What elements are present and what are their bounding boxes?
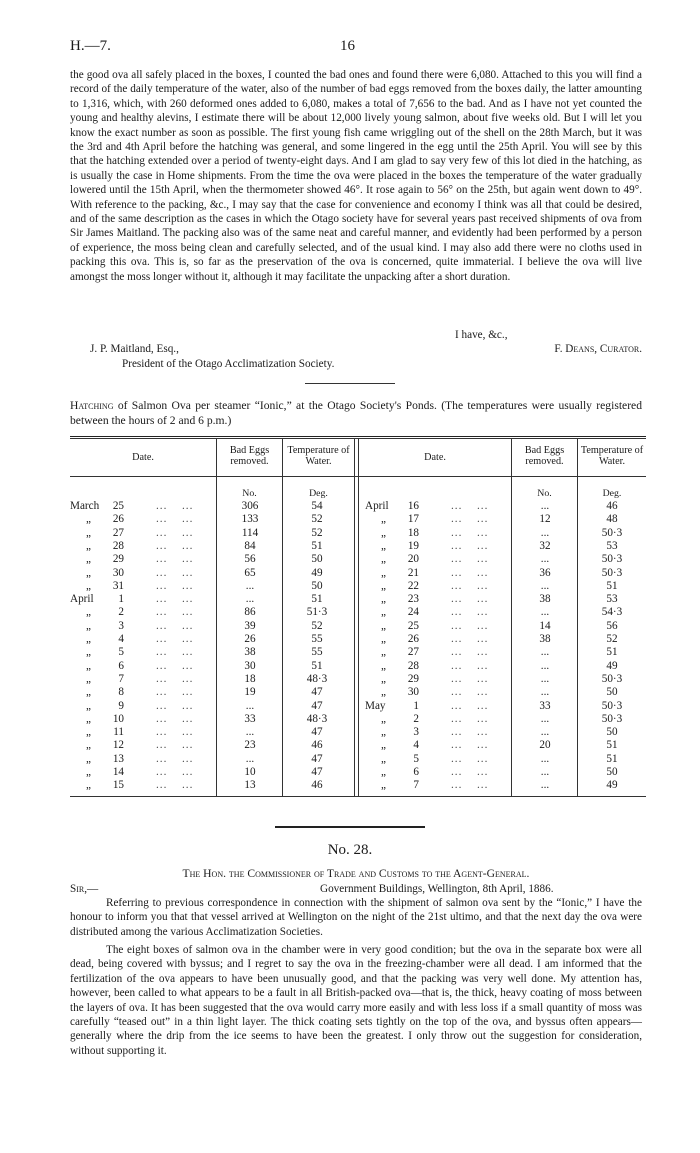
left-leader-b-5: ... <box>182 566 194 579</box>
header-temp-left: Temperature of Water. <box>287 445 350 467</box>
left-month-3: „ <box>86 539 91 552</box>
right-temperature-0: 46 <box>606 500 618 512</box>
right-temperature-12: 49 <box>606 659 618 672</box>
right-leader-a-21: ... <box>451 779 463 792</box>
right-day-21: 7 <box>413 779 419 792</box>
left-day-16: 10 <box>112 712 124 725</box>
left-bad-eggs-5: 65 <box>244 566 256 579</box>
right-temperature-4: 50·3 <box>601 553 623 566</box>
left-bad-eggs-19: ... <box>245 752 255 765</box>
header-date-right: Date. <box>424 452 446 463</box>
left-bad-eggs-1: 133 <box>241 513 259 526</box>
right-bad-eggs-8: ... <box>540 606 550 619</box>
right-temperature-1: 48 <box>606 513 618 526</box>
right-leader-a-5: ... <box>451 566 463 579</box>
left-leader-b-18: ... <box>182 739 194 752</box>
left-leader-b-6: ... <box>182 579 194 592</box>
unit-bad-left: No. <box>242 488 257 499</box>
left-month-19: „ <box>86 752 91 765</box>
right-leader-b-8: ... <box>477 606 489 619</box>
left-temperature-13: 48·3 <box>306 672 328 685</box>
right-month-19: „ <box>381 752 386 765</box>
right-leader-b-16: ... <box>477 712 489 725</box>
left-day-20: 14 <box>112 766 124 778</box>
left-bad-eggs-3: 84 <box>244 539 256 552</box>
right-leader-a-9: ... <box>451 619 463 632</box>
left-temperature-18: 46 <box>311 739 323 752</box>
right-day-6: 22 <box>407 579 419 592</box>
left-leader-a-21: ... <box>156 779 168 792</box>
right-day-2: 18 <box>407 526 419 539</box>
right-temperature-17: 50 <box>606 726 618 739</box>
right-bad-eggs-16: ... <box>540 712 550 725</box>
right-month-12: „ <box>381 659 386 672</box>
right-leader-b-19: ... <box>477 752 489 765</box>
right-day-5: 21 <box>407 566 419 579</box>
left-leader-a-17: ... <box>156 726 168 739</box>
left-bad-eggs-11: 38 <box>244 646 256 659</box>
letter-number: No. 28. <box>327 842 373 858</box>
right-leader-a-0: ... <box>451 500 463 512</box>
left-leader-b-8: ... <box>182 606 194 619</box>
left-leader-b-20: ... <box>182 766 194 778</box>
left-leader-a-19: ... <box>156 752 168 765</box>
right-leader-a-10: ... <box>451 633 463 645</box>
right-month-6: „ <box>381 579 386 592</box>
left-leader-a-6: ... <box>156 579 168 592</box>
right-leader-a-16: ... <box>451 712 463 725</box>
right-temperature-3: 53 <box>606 539 618 552</box>
left-bad-eggs-0: 306 <box>241 500 259 512</box>
right-temperature-8: 54·3 <box>601 606 623 619</box>
left-bad-eggs-21: 13 <box>244 779 256 792</box>
left-leader-b-7: ... <box>182 593 194 606</box>
left-bad-eggs-4: 56 <box>244 553 256 566</box>
unit-bad-right: No. <box>537 488 552 499</box>
right-bad-eggs-11: ... <box>540 646 550 659</box>
right-bad-eggs-5: 36 <box>539 566 551 579</box>
right-day-0: 16 <box>407 500 419 512</box>
right-bad-eggs-7: 38 <box>539 593 551 606</box>
left-leader-a-15: ... <box>156 699 168 712</box>
right-month-1: „ <box>381 513 386 526</box>
right-month-15: May <box>365 699 386 712</box>
left-bad-eggs-14: 19 <box>244 686 256 699</box>
left-temperature-14: 47 <box>311 686 323 699</box>
left-month-2: „ <box>86 526 91 539</box>
section-divider <box>305 383 395 384</box>
left-temperature-21: 46 <box>311 779 323 792</box>
right-month-4: „ <box>381 553 386 566</box>
left-leader-b-17: ... <box>182 726 194 739</box>
right-temperature-2: 50·3 <box>601 526 623 539</box>
right-day-4: 20 <box>407 553 419 566</box>
left-day-8: 2 <box>118 606 124 619</box>
left-leader-a-5: ... <box>156 566 168 579</box>
right-leader-b-11: ... <box>477 646 489 659</box>
left-month-9: „ <box>86 619 91 632</box>
right-day-12: 28 <box>407 659 419 672</box>
right-month-20: „ <box>381 766 386 778</box>
left-bad-eggs-15: ... <box>245 699 255 712</box>
right-leader-b-5: ... <box>477 566 489 579</box>
right-leader-b-21: ... <box>477 779 489 792</box>
right-day-3: 19 <box>407 539 419 552</box>
left-temperature-16: 48·3 <box>306 712 328 725</box>
letter2-paragraph-2: The eight boxes of salmon ova in the chamber were in very good condition; but the ova in the separate box were all dead, being covered with byssus; and I regret to say the ova in the freezing-chamber were all dead. I am informed that the fertilization of the ova appears to have been unusually good, and that the packing was very well done. My attention has, however, been called to what appears to be a fault in all British-packed ova—that is, the thick, heavy coating of moss between the layers of ova. It has been suggested that the ova would carry more easily and with less loss if a small quantity of moss was carefully “teased out” in a thin light layer. The thick coating sets tightly on the top of the ova, and byssus often appears—generally where the drip from the ice seems to have been the greatest. I only throw out the suggestion for consideration, without supporting it. <box>70 944 642 1057</box>
unit-temp-left: Deg. <box>309 488 328 499</box>
addressee: J. P. Maitland, Esq., <box>90 343 179 355</box>
left-day-11: 5 <box>118 646 124 659</box>
left-leader-b-13: ... <box>182 672 194 685</box>
left-bad-eggs-20: 10 <box>244 766 256 778</box>
left-month-7: April <box>70 593 94 606</box>
right-bad-eggs-9: 14 <box>539 619 551 632</box>
left-leader-b-10: ... <box>182 633 194 645</box>
left-month-4: „ <box>86 553 91 566</box>
right-month-8: „ <box>381 606 386 619</box>
right-day-18: 4 <box>413 739 419 752</box>
right-leader-b-2: ... <box>477 526 489 539</box>
left-month-14: „ <box>86 686 91 699</box>
left-temperature-17: 47 <box>311 726 323 739</box>
right-leader-a-1: ... <box>451 513 463 526</box>
left-leader-b-1: ... <box>182 513 194 526</box>
left-month-15: „ <box>86 699 91 712</box>
right-day-7: 23 <box>407 593 419 606</box>
left-month-21: „ <box>86 779 91 792</box>
right-leader-b-6: ... <box>477 579 489 592</box>
left-leader-b-16: ... <box>182 712 194 725</box>
right-leader-a-11: ... <box>451 646 463 659</box>
right-leader-a-18: ... <box>451 739 463 752</box>
left-temperature-3: 51 <box>311 539 323 552</box>
right-bad-eggs-17: ... <box>540 726 550 739</box>
right-month-0: April <box>365 500 389 512</box>
left-leader-a-18: ... <box>156 739 168 752</box>
left-temperature-8: 51·3 <box>306 606 328 619</box>
divider-middle-2 <box>358 438 359 796</box>
left-day-6: 31 <box>112 579 124 592</box>
closing: I have, &c., <box>455 329 508 341</box>
left-day-4: 29 <box>112 553 124 566</box>
left-month-13: „ <box>86 672 91 685</box>
left-month-16: „ <box>86 712 91 725</box>
left-leader-b-0: ... <box>182 500 194 512</box>
right-month-16: „ <box>381 712 386 725</box>
left-leader-a-1: ... <box>156 513 168 526</box>
right-day-17: 3 <box>413 726 419 739</box>
table-caption-text: of Salmon Ova per steamer “Ionic,” at the Otago Society's Ponds. (The temperatures were usually registered between the hours of 2 and 6 p.m.) <box>70 399 642 427</box>
right-temperature-15: 50·3 <box>601 699 623 712</box>
right-day-9: 25 <box>407 619 419 632</box>
left-temperature-7: 51 <box>311 593 323 606</box>
right-leader-b-14: ... <box>477 686 489 699</box>
left-day-12: 6 <box>118 659 124 672</box>
left-leader-b-15: ... <box>182 699 194 712</box>
left-day-10: 4 <box>118 633 124 645</box>
right-leader-a-8: ... <box>451 606 463 619</box>
right-month-11: „ <box>381 646 386 659</box>
left-day-2: 27 <box>112 526 124 539</box>
left-temperature-15: 47 <box>311 699 323 712</box>
right-month-17: „ <box>381 726 386 739</box>
header-temp-right: Temperature of Water. <box>580 445 644 467</box>
left-leader-a-0: ... <box>156 500 168 512</box>
left-month-11: „ <box>86 646 91 659</box>
left-leader-a-4: ... <box>156 553 168 566</box>
right-leader-b-13: ... <box>477 672 489 685</box>
left-month-6: „ <box>86 579 91 592</box>
right-month-10: „ <box>381 633 386 645</box>
left-month-10: „ <box>86 633 91 645</box>
left-leader-a-8: ... <box>156 606 168 619</box>
right-bad-eggs-18: 20 <box>539 739 551 752</box>
right-temperature-6: 51 <box>606 579 618 592</box>
left-bad-eggs-9: 39 <box>244 619 256 632</box>
left-leader-b-4: ... <box>182 553 194 566</box>
left-leader-a-20: ... <box>156 766 168 778</box>
left-month-0: March <box>70 500 100 512</box>
right-day-8: 24 <box>407 606 419 619</box>
left-temperature-19: 47 <box>311 752 323 765</box>
addressee-title: President of the Otago Acclimatization Society. <box>122 358 335 370</box>
right-month-3: „ <box>381 539 386 552</box>
left-leader-b-19: ... <box>182 752 194 765</box>
header-bad-left: Bad Eggs removed. <box>229 445 270 467</box>
left-day-18: 12 <box>112 739 124 752</box>
left-day-0: 25 <box>112 500 124 512</box>
left-bad-eggs-10: 26 <box>244 633 256 645</box>
right-leader-a-4: ... <box>451 553 463 566</box>
left-temperature-20: 47 <box>311 766 323 778</box>
right-temperature-20: 50 <box>606 766 618 778</box>
right-bad-eggs-10: 38 <box>539 633 551 645</box>
signature: F. Deans, Curator. <box>554 343 642 355</box>
right-day-14: 30 <box>407 686 419 699</box>
right-day-15: 1 <box>413 699 419 712</box>
right-temperature-5: 50·3 <box>601 566 623 579</box>
left-bad-eggs-17: ... <box>245 726 255 739</box>
right-leader-a-12: ... <box>451 659 463 672</box>
table-bottom-border <box>70 796 646 797</box>
right-leader-b-1: ... <box>477 513 489 526</box>
left-month-8: „ <box>86 606 91 619</box>
left-bad-eggs-16: 33 <box>244 712 256 725</box>
place-date: Government Buildings, Wellington, 8th April, 1886. <box>320 883 554 895</box>
right-leader-b-12: ... <box>477 659 489 672</box>
left-temperature-2: 52 <box>311 526 323 539</box>
left-leader-b-2: ... <box>182 526 194 539</box>
right-bad-eggs-13: ... <box>540 672 550 685</box>
left-bad-eggs-13: 18 <box>244 672 256 685</box>
table-caption-lead: Hatching <box>70 399 114 412</box>
left-temperature-6: 50 <box>311 579 323 592</box>
left-bad-eggs-2: 114 <box>241 526 259 539</box>
header-bad-right: Bad Eggs removed. <box>524 445 565 467</box>
left-leader-b-12: ... <box>182 659 194 672</box>
left-leader-a-7: ... <box>156 593 168 606</box>
salutation: Sir,— <box>70 883 99 895</box>
letter1-body: the good ova all safely placed in the boxes, I counted the bad ones and found there were 6,080. Attached to this you will find a record of the daily temperature of the water, also of the number of bad eggs removed from the boxes daily, the latter amounting to 1,316, which, with 260 deformed ones added to 6,080, makes a total of 7,656 to the bad. And as I have not yet counted the young and healthy alevins, I estimate there will be about 12,000 lively young salmon, about five weeks old. But I will let you know the exact number as soon as possible. The first young fish came wriggling out of the shell on the 28th March, but it was the 3rd and 4th April before the hatching was general, and some lingered in the egg until the 25th April. You will see by this that the hatching extended over a period of twenty-eight days. And I am glad to say very few of this lot died in the hatching, as is usually the case in Home shipments. From the time the ova were placed in the boxes the temperature of the water gradually lowered until the 15th April, when the thermometer showed 46°. It rose again to 56° on the 25th, but again went down to 49°. With reference to the packing, &c., I may say that the case for convenience and economy I think was all that could be desired, and of the same description as the cases in which the Otago society have for several years past received shipments of ova from Sir James Maitland. The packing also was of the same neat and careful manner, and evidently had been performed by a person of experience, the moss being clean and carefully selected, and of the usual kind. I may also add there were no cloths used in packing this ova. This is, so far as the preservation of the ova is concerned, quite immaterial. I believe the ova will live amongst the moss longer without it, although it may facilitate the unpacking after a short duration. <box>70 69 642 283</box>
left-leader-b-14: ... <box>182 686 194 699</box>
right-day-1: 17 <box>407 513 419 526</box>
left-day-9: 3 <box>118 619 124 632</box>
right-temperature-10: 52 <box>606 633 618 645</box>
left-temperature-4: 50 <box>311 553 323 566</box>
page-number: 16 <box>340 38 355 54</box>
right-month-9: „ <box>381 619 386 632</box>
left-temperature-9: 52 <box>311 619 323 632</box>
right-leader-b-3: ... <box>477 539 489 552</box>
left-temperature-12: 51 <box>311 659 323 672</box>
left-leader-a-2: ... <box>156 526 168 539</box>
right-leader-b-10: ... <box>477 633 489 645</box>
right-temperature-16: 50·3 <box>601 712 623 725</box>
right-leader-b-0: ... <box>477 500 489 512</box>
right-day-11: 27 <box>407 646 419 659</box>
left-day-7: 1 <box>118 593 124 606</box>
left-day-3: 28 <box>112 539 124 552</box>
right-bad-eggs-0: ... <box>540 500 550 512</box>
right-leader-a-3: ... <box>451 539 463 552</box>
right-day-16: 2 <box>413 712 419 725</box>
left-leader-a-11: ... <box>156 646 168 659</box>
right-leader-a-13: ... <box>451 672 463 685</box>
right-leader-a-19: ... <box>451 752 463 765</box>
left-leader-b-21: ... <box>182 779 194 792</box>
left-day-14: 8 <box>118 686 124 699</box>
right-month-21: „ <box>381 779 386 792</box>
right-month-13: „ <box>381 672 386 685</box>
right-bad-eggs-12: ... <box>540 659 550 672</box>
right-temperature-18: 51 <box>606 739 618 752</box>
right-month-5: „ <box>381 566 386 579</box>
divider-middle-1 <box>354 438 355 796</box>
left-temperature-1: 52 <box>311 513 323 526</box>
report-reference: H.—7. <box>70 38 111 54</box>
table-caption <box>70 398 642 428</box>
left-bad-eggs-7: ... <box>245 593 255 606</box>
right-temperature-9: 56 <box>606 619 618 632</box>
left-day-17: 11 <box>113 726 124 739</box>
right-day-13: 29 <box>407 672 419 685</box>
right-leader-b-9: ... <box>477 619 489 632</box>
left-leader-a-14: ... <box>156 686 168 699</box>
right-temperature-19: 51 <box>606 752 618 765</box>
letter-heading: The Hon. the Commissioner of Trade and Customs to the Agent-General. <box>182 867 530 880</box>
right-leader-a-20: ... <box>451 766 463 778</box>
letter2-paragraph-1: Referring to previous correspondence in connection with the shipment of salmon ova sent by the “Ionic,” I have the honour to inform you that that vessel arrived at Wellington on the night of the 21st ultimo, and that the next day the ova were distributed among the various Acclimatization Societies. <box>70 897 642 938</box>
left-month-17: „ <box>86 726 91 739</box>
right-leader-a-6: ... <box>451 579 463 592</box>
left-temperature-10: 55 <box>311 633 323 645</box>
right-temperature-21: 49 <box>606 779 618 792</box>
right-bad-eggs-15: 33 <box>539 699 551 712</box>
right-bad-eggs-6: ... <box>540 579 550 592</box>
right-month-14: „ <box>381 686 386 699</box>
right-leader-b-20: ... <box>477 766 489 778</box>
right-leader-b-17: ... <box>477 726 489 739</box>
right-leader-a-15: ... <box>451 699 463 712</box>
right-bad-eggs-4: ... <box>540 553 550 566</box>
right-bad-eggs-2: ... <box>540 526 550 539</box>
right-temperature-7: 53 <box>606 593 618 606</box>
right-bad-eggs-14: ... <box>540 686 550 699</box>
left-leader-a-16: ... <box>156 712 168 725</box>
left-temperature-0: 54 <box>311 500 323 512</box>
left-bad-eggs-8: 86 <box>244 606 256 619</box>
right-month-18: „ <box>381 739 386 752</box>
left-leader-a-13: ... <box>156 672 168 685</box>
left-leader-a-12: ... <box>156 659 168 672</box>
left-leader-a-10: ... <box>156 633 168 645</box>
left-leader-a-9: ... <box>156 619 168 632</box>
left-temperature-5: 49 <box>311 566 323 579</box>
left-day-21: 15 <box>112 779 124 792</box>
right-bad-eggs-21: ... <box>540 779 550 792</box>
right-day-20: 6 <box>413 766 419 778</box>
left-leader-b-9: ... <box>182 619 194 632</box>
right-day-19: 5 <box>413 752 419 765</box>
left-month-12: „ <box>86 659 91 672</box>
right-leader-a-2: ... <box>451 526 463 539</box>
left-temperature-11: 55 <box>311 646 323 659</box>
right-bad-eggs-1: 12 <box>539 513 551 526</box>
left-day-13: 7 <box>118 672 124 685</box>
right-temperature-11: 51 <box>606 646 618 659</box>
right-month-7: „ <box>381 593 386 606</box>
left-leader-a-3: ... <box>156 539 168 552</box>
right-day-10: 26 <box>407 633 419 645</box>
left-day-5: 30 <box>112 566 124 579</box>
header-date-left: Date. <box>132 452 154 463</box>
right-leader-a-14: ... <box>451 686 463 699</box>
right-leader-a-17: ... <box>451 726 463 739</box>
table-top-border <box>70 436 646 437</box>
section-divider-thick <box>275 826 425 828</box>
left-bad-eggs-18: 23 <box>244 739 256 752</box>
left-day-19: 13 <box>112 752 124 765</box>
left-month-18: „ <box>86 739 91 752</box>
left-month-20: „ <box>86 766 91 778</box>
left-month-5: „ <box>86 566 91 579</box>
right-bad-eggs-19: ... <box>540 752 550 765</box>
left-day-15: 9 <box>118 699 124 712</box>
right-leader-b-4: ... <box>477 553 489 566</box>
right-temperature-14: 50 <box>606 686 618 699</box>
unit-temp-right: Deg. <box>602 488 622 499</box>
left-leader-b-3: ... <box>182 539 194 552</box>
right-leader-b-15: ... <box>477 699 489 712</box>
right-bad-eggs-20: ... <box>540 766 550 778</box>
right-month-2: „ <box>381 526 386 539</box>
right-leader-a-7: ... <box>451 593 463 606</box>
right-temperature-13: 50·3 <box>601 672 623 685</box>
left-bad-eggs-12: 30 <box>244 659 256 672</box>
left-day-1: 26 <box>112 513 124 526</box>
right-bad-eggs-3: 32 <box>539 539 551 552</box>
left-bad-eggs-6: ... <box>245 579 255 592</box>
right-leader-b-18: ... <box>477 739 489 752</box>
left-leader-b-11: ... <box>182 646 194 659</box>
right-leader-b-7: ... <box>477 593 489 606</box>
left-month-1: „ <box>86 513 91 526</box>
